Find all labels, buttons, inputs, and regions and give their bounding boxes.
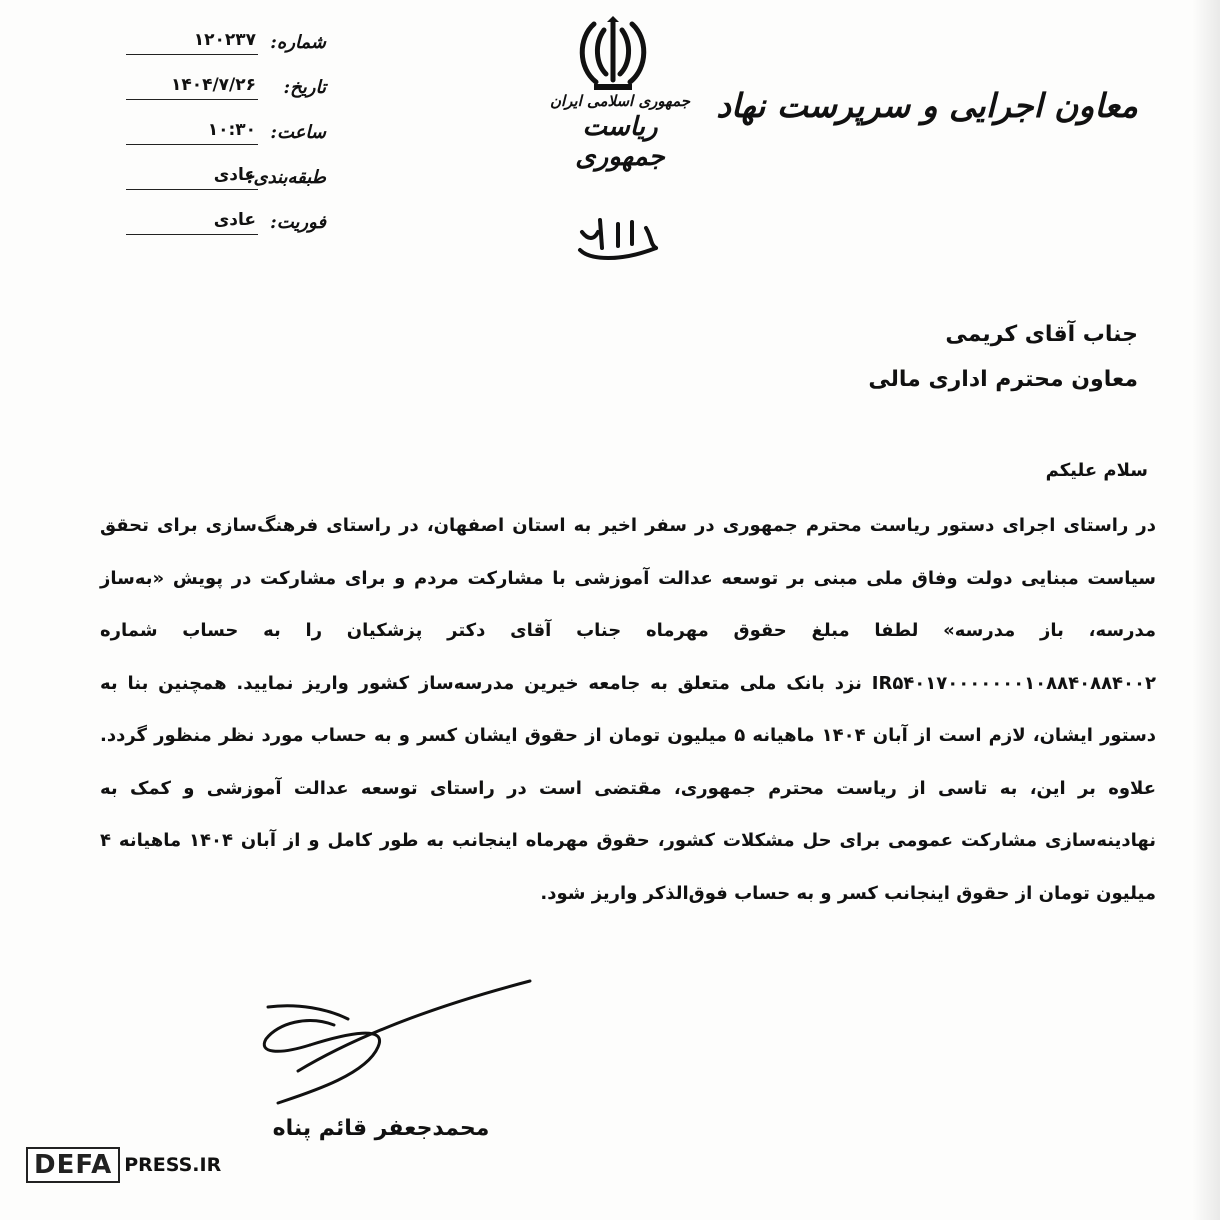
- besmellah-calligraphy: [560, 210, 680, 270]
- watermark-domain: PRESS.IR: [124, 1154, 222, 1176]
- presidency-header: [535, 92, 705, 172]
- office-title: معاون اجرایی و سرپرست نهاد: [716, 86, 1138, 125]
- greeting: سلام علیکم: [1045, 460, 1148, 481]
- meta-row-classification: [126, 163, 326, 208]
- meta-label: شماره:: [270, 32, 326, 53]
- meta-underline: [126, 54, 258, 55]
- handwritten-signature: [238, 975, 538, 1125]
- meta-row-time: [126, 118, 326, 163]
- meta-row-urgency: [126, 208, 326, 253]
- country-name: جمهوری اسلامی ایران: [549, 92, 691, 110]
- signer-name: محمدجعفر قائم پناه: [272, 1116, 490, 1141]
- meta-label: تاریخ:: [283, 77, 326, 98]
- meta-value: ۱۲۰۲۳۷: [193, 30, 256, 50]
- meta-value: عادی: [213, 210, 256, 230]
- meta-value: ۱۰:۳۰: [207, 120, 256, 140]
- defapress-watermark: [26, 1145, 221, 1185]
- iran-emblem-icon: [572, 16, 654, 96]
- meta-underline: [126, 144, 258, 145]
- meta-row-number: [126, 28, 326, 73]
- meta-value: عادی: [213, 165, 256, 185]
- meta-underline: [126, 189, 258, 190]
- recipient-block: [868, 322, 1138, 412]
- meta-underline: [126, 99, 258, 100]
- meta-value: ۱۴۰۴/۷/۲۶: [170, 75, 256, 95]
- presidency-name: ریاست جمهوری: [575, 112, 665, 172]
- meta-row-date: [126, 73, 326, 118]
- meta-label: ساعت:: [270, 122, 326, 143]
- meta-underline: [126, 234, 258, 235]
- meta-label: فوریت:: [270, 212, 326, 233]
- recipient-name: جناب آقای کریمی: [945, 322, 1138, 347]
- page-edge-shadow: [1192, 0, 1220, 1220]
- watermark-brand: DEFA: [26, 1147, 120, 1183]
- meta-label: طبقه‌بندی:: [246, 167, 326, 188]
- letter-body: در راستای اجرای دستور ریاست محترم جمهوری در سفر اخیر به استان اصفهان، در راستای فرهنگ‌سازی برای تحقق سیاست مبنایی دولت وفاق ملی مبنی بر توسعه عدالت آموزشی با مشارکت مردم و برای مشارکت در پویش «به‌ساز مدرسه، باز مدرسه» لطفا مبلغ حقوق مهرماه جناب آقای دکتر پزشکیان را به حساب شماره IR۵۴۰۱۷۰۰۰۰۰۰۰۱۰۸۸۴۰۸۸۴۰۰۲ نزد بانک ملی متعلق به جامعه خیرین مدرسه‌ساز کشور واریز نمایید. همچنین بنا به دستور ایشان، لازم است از آبان ۱۴۰۴ ماهیانه ۵ میلیون تومان از حقوق ایشان کسر و به حساب مورد نظر منظور گردد. علاوه بر این، به تاسی از ریاست محترم جمهوری، مقتضی است در راستای توسعه عدالت آموزشی و کمک به نهادینه‌سازی مشارکت عمومی برای حل مشکلات کشور، حقوق مهرماه اینجانب به طور کامل و از آبان ۱۴۰۴ ماهیانه ۴ میلیون تومان از حقوق اینجانب کسر و به حساب فوق‌الذکر واریز شود.: [100, 515, 1157, 904]
- recipient-title: معاون محترم اداری مالی: [868, 367, 1138, 392]
- letter-meta-block: [126, 28, 326, 253]
